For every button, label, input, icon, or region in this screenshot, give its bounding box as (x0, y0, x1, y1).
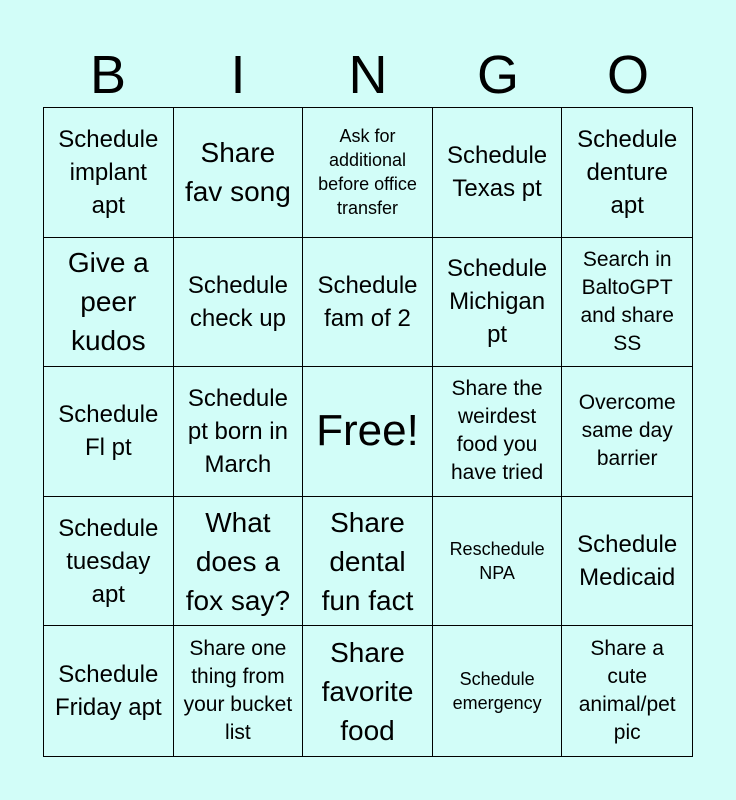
bingo-header (43, 44, 693, 106)
cell-text: Schedule check up (187, 271, 288, 332)
cell-text: Schedule Fl pt (58, 401, 159, 462)
free-space-text: Free! (316, 406, 419, 456)
cell-text: Search in BaltoGPT and share SS (580, 247, 674, 355)
bingo-cell[interactable] (303, 626, 433, 756)
bingo-cell[interactable] (174, 108, 304, 238)
bingo-cell[interactable] (44, 238, 174, 368)
bingo-cell[interactable] (433, 367, 563, 497)
bingo-cell[interactable] (433, 626, 563, 756)
bingo-cell[interactable] (174, 367, 304, 497)
bingo-cell[interactable] (303, 108, 433, 238)
cell-text: Schedule Friday apt (54, 661, 162, 722)
cell-text: Schedule tuesday apt (58, 514, 159, 608)
bingo-cell[interactable] (562, 626, 692, 756)
cell-text: Schedule denture apt (577, 125, 678, 219)
bingo-cell[interactable] (174, 238, 304, 368)
cell-text: Schedule Medicaid (577, 531, 678, 592)
cell-text: Reschedule NPA (449, 539, 545, 584)
bingo-cell[interactable] (562, 367, 692, 497)
bingo-cell[interactable] (562, 238, 692, 368)
bingo-cell[interactable] (562, 497, 692, 627)
cell-text: Share the weirdest food you have tried (450, 377, 544, 485)
bingo-cell[interactable] (433, 108, 563, 238)
bingo-cell[interactable] (44, 367, 174, 497)
free-space-cell[interactable] (303, 367, 433, 497)
cell-text: Share a cute animal/pet pic (578, 637, 676, 745)
cell-text: Share fav song (184, 137, 291, 208)
cell-text: Schedule Michigan pt (447, 255, 548, 349)
cell-text: What does a fox say? (185, 506, 291, 616)
cell-text: Overcome same day barrier (578, 391, 676, 471)
header-letter-n: N (348, 45, 388, 105)
bingo-cell[interactable] (433, 238, 563, 368)
bingo-cell[interactable] (303, 497, 433, 627)
bingo-cell[interactable] (44, 108, 174, 238)
bingo-cell[interactable] (303, 238, 433, 368)
cell-text: Share one thing from your bucket list (183, 637, 293, 745)
bingo-cell[interactable] (562, 108, 692, 238)
cell-text: Share dental fun fact (321, 506, 414, 616)
bingo-board (43, 107, 693, 757)
bingo-cell[interactable] (44, 497, 174, 627)
header-letter-g: G (476, 45, 519, 105)
bingo-cell[interactable] (174, 497, 304, 627)
cell-text: Schedule fam of 2 (317, 271, 418, 332)
header-letter-b: B (89, 45, 127, 105)
header-letter-o: O (606, 45, 649, 105)
cell-text: Share favorite food (321, 636, 414, 746)
cell-text: Schedule Texas pt (447, 142, 548, 203)
cell-text: Schedule implant apt (58, 125, 159, 219)
header-letter-i: I (230, 45, 246, 105)
bingo-cell[interactable] (174, 626, 304, 756)
cell-text: Schedule pt born in March (187, 384, 288, 478)
cell-text: Schedule emergency (452, 669, 542, 714)
bingo-cell[interactable] (44, 626, 174, 756)
cell-text: Ask for additional before office transfer (318, 126, 417, 219)
cell-text: Give a peer kudos (67, 247, 149, 357)
bingo-cell[interactable] (433, 497, 563, 627)
